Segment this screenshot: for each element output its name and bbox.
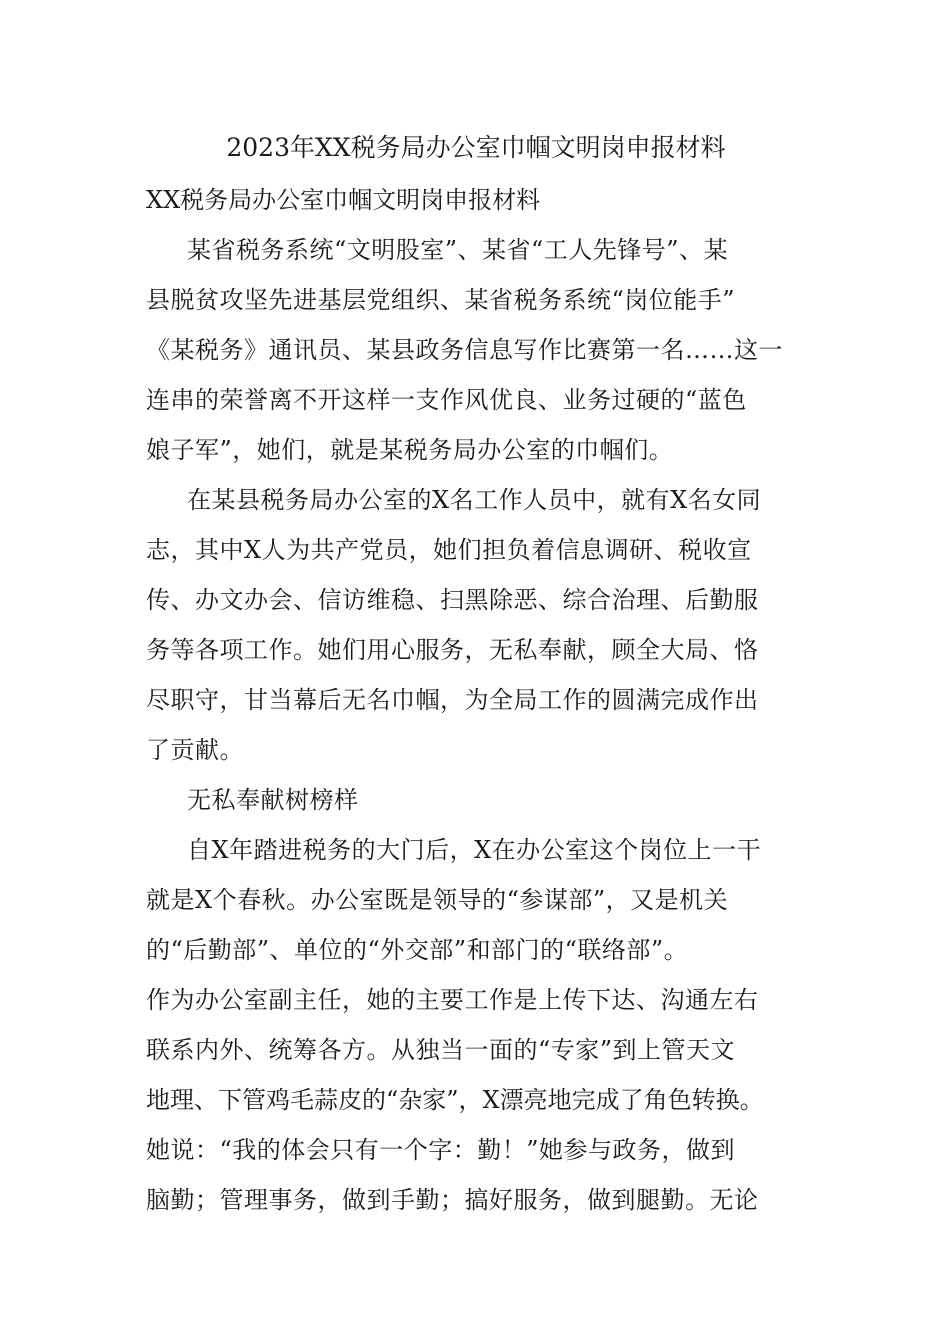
text-line: 娘子军”，她们，就是某税务局办公室的巾帼们。 xyxy=(146,436,674,464)
text-line: 志，其中X人为共产党员，她们担负着信息调研、税收宣 xyxy=(146,536,752,564)
document-subtitle: XX税务局办公室巾帼文明岗申报材料 xyxy=(146,186,541,214)
text-line: 务等各项工作。她们用心服务，无私奉献，顾全大局、恪 xyxy=(146,636,759,664)
text-line: 尽职守，甘当幕后无名巾帼，为全局工作的圆满完成作出 xyxy=(146,686,759,714)
text-line: 联系内外、统筹各方。从独当一面的“专家”到上管天文 xyxy=(146,1036,736,1064)
text-line: 县脱贫攻坚先进基层党组织、某省税务系统“岗位能手” xyxy=(146,286,736,314)
text-line: 脑勤；管理事务，做到手勤；搞好服务，做到腿勤。无论 xyxy=(146,1186,759,1214)
text-line: 《某税务》通讯员、某县政务信息写作比赛第一名……这一 xyxy=(146,336,783,364)
text-line: 的“后勤部”、单位的“外交部”和部门的“联络部”。 xyxy=(146,936,689,964)
section-heading-text: 无私奉献树榜样 xyxy=(187,786,359,814)
text-line: 她说：“我的体会只有一个字：勤！”她参与政务，做到 xyxy=(146,1136,736,1164)
text-line: 自X年踏进税务的大门后，X在办公室这个岗位上一干 xyxy=(187,836,762,864)
text-line: 就是X个春秋。办公室既是领导的“参谋部”，又是机关 xyxy=(146,886,729,914)
text-line: 了贡献。 xyxy=(146,736,244,764)
text-line: 作为办公室副主任，她的主要工作是上传下达、沟通左右 xyxy=(146,986,759,1014)
document-title: 2023年XX税务局办公室巾帼文明岗申报材料 xyxy=(226,133,726,162)
text-line: 地理、下管鸡毛蒜皮的“杂家”，X漂亮地完成了角色转换。 xyxy=(146,1086,764,1114)
text-line: 某省税务系统“文明股室”、某省“工人先锋号”、某 xyxy=(187,236,729,264)
text-line: 连串的荣誉离不开这样一支作风优良、业务过硬的“蓝色 xyxy=(146,386,747,414)
text-line: 传、办文办会、信访维稳、扫黑除恶、综合治理、后勤服 xyxy=(146,586,759,614)
text-line: 在某县税务局办公室的X名工作人员中，就有X名女同 xyxy=(187,486,762,514)
